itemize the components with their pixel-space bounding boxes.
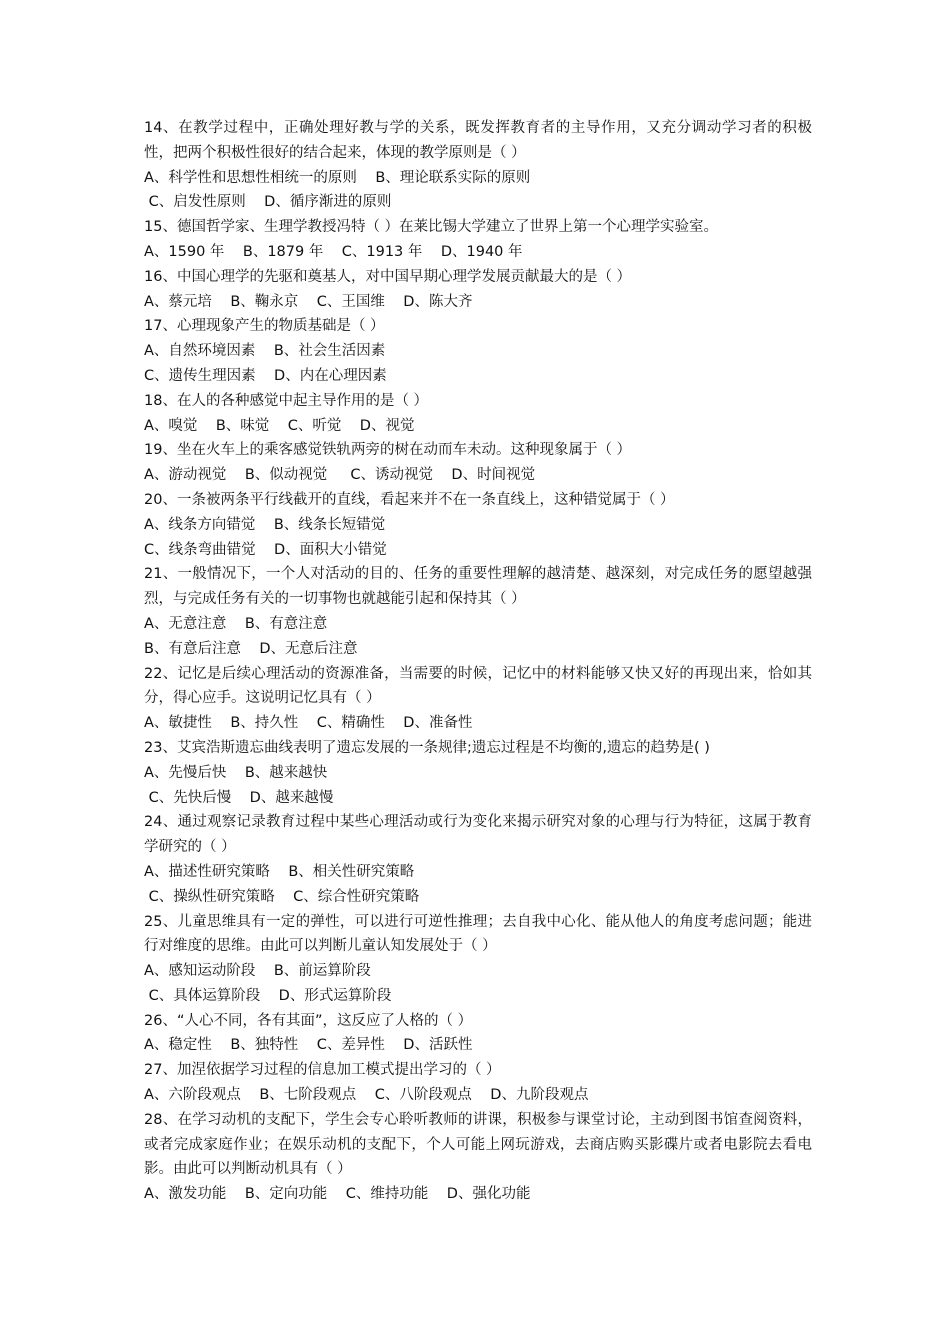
question-stem: 14、在教学过程中，正确处理好教与学的关系，既发挥教育者的主导作用，又充分调动学习者的积极性，把两个积极性很好的结合起来，体现的教学原则是（ ） [144,120,812,161]
answer-options: A、激发功能 B、定向功能 C、维持功能 D、强化功能 [144,1186,531,1203]
answer-options: A、无意注意 B、有意注意 [144,615,328,632]
question-stem: 17、心理现象产生的物质基础是（ ） [144,318,385,335]
answer-options: C、线条弯曲错觉 D、面积大小错觉 [144,541,387,558]
answer-options: A、先慢后快 B、越来越快 [144,764,328,781]
answer-options: A、1590 年 B、1879 年 C、1913 年 D、1940 年 [144,243,523,260]
question-block [144,1058,812,1108]
question-block [144,736,812,810]
answer-options: A、稳定性 B、独特性 C、差异性 D、活跃性 [144,1037,473,1054]
answer-options: A、科学性和思想性相统一的原则 B、理论联系实际的原则 [144,169,531,186]
question-block [144,314,812,388]
question-stem: 27、加涅依据学习过程的信息加工模式提出学习的（ ） [144,1062,501,1079]
answer-options: C、操纵性研究策略 C、综合性研究策略 [144,888,420,905]
question-stem: 19、坐在火车上的乘客感觉铁轨两旁的树在动而车未动。这种现象属于（ ） [144,442,632,459]
question-block [144,438,812,488]
answer-options: A、自然环境因素 B、社会生活因素 [144,343,386,360]
answer-options: C、启发性原则 D、循序渐进的原则 [144,194,392,211]
answer-options: A、六阶段观点 B、七阶段观点 C、八阶段观点 D、九阶段观点 [144,1087,589,1104]
question-list [144,116,812,1207]
answer-options: A、线条方向错觉 B、线条长短错觉 [144,516,386,533]
question-stem: 23、艾宾浩斯遗忘曲线表明了遗忘发展的一条规律;遗忘过程是不均衡的,遗忘的趋势是( ) [144,739,710,756]
question-block [144,1009,812,1059]
answer-options: B、有意后注意 D、无意后注意 [144,640,358,657]
question-stem: 22、记忆是后续心理活动的资源准备，当需要的时候，记忆中的材料能够又快又好的再现出来，恰如其分，得心应手。这说明记忆具有（ ） [144,665,812,707]
question-block [144,116,812,215]
question-block [144,810,812,909]
question-block [144,910,812,1009]
question-block [144,562,812,661]
question-block [144,1108,812,1207]
answer-options: A、感知运动阶段 B、前运算阶段 [144,963,371,980]
question-block [144,662,812,736]
question-stem: 28、在学习动机的支配下，学生会专心聆听教师的讲课，积极参与课堂讨论，主动到图书馆查阅资料，或者完成家庭作业；在娱乐动机的支配下，个人可能上网玩游戏，去商店购买影碟片或者电影院去看电影。由此可以判断动机具有（ ） [144,1111,812,1178]
answer-options: A、嗅觉 B、味觉 C、听觉 D、视觉 [144,417,415,434]
question-stem: 20、一条被两条平行线截开的直线，看起来并不在一条直线上，这种错觉属于（ ） [144,491,675,508]
question-block [144,265,812,315]
question-stem: 26、“人心不同，各有其面”，这反应了人格的（ ） [144,1012,473,1029]
answer-options: C、遗传生理因素 D、内在心理因素 [144,367,387,384]
question-stem: 15、德国哲学家、生理学教授冯特（ ）在莱比锡大学建立了世界上第一个心理学实验室。 [144,219,719,236]
question-block [144,215,812,265]
answer-options: A、描述性研究策略 B、相关性研究策略 [144,863,415,880]
question-stem: 24、通过观察记录教育过程中某些心理活动或行为变化来揭示研究对象的心理与行为特征，这属于教育学研究的（ ） [144,814,812,856]
question-block [144,488,812,562]
answer-options: C、具体运算阶段 D、形式运算阶段 [144,987,392,1004]
answer-options: C、先快后慢 D、越来越慢 [144,789,334,806]
question-stem: 25、儿童思维具有一定的弹性，可以进行可逆性推理；去自我中心化、能从他人的角度考虑问题；能进行对维度的思维。由此可以判断儿童认知发展处于（ ） [144,913,812,955]
answer-options: A、游动视觉 B、似动视觉 C、诱动视觉 D、时间视觉 [144,467,536,484]
answer-options: A、敏捷性 B、持久性 C、精确性 D、准备性 [144,715,473,732]
question-stem: 21、一般情况下，一个人对活动的目的、任务的重要性理解的越清楚、越深刻，对完成任务的愿望越强烈，与完成任务有关的一切事物也就越能引起和保持其（ ） [144,566,812,608]
question-block [144,389,812,439]
question-stem: 18、在人的各种感觉中起主导作用的是（ ） [144,392,429,409]
answer-options: A、蔡元培 B、鞠永京 C、王国维 D、陈大齐 [144,293,473,310]
question-stem: 16、中国心理学的先驱和奠基人，对中国早期心理学发展贡献最大的是（ ） [144,268,632,285]
